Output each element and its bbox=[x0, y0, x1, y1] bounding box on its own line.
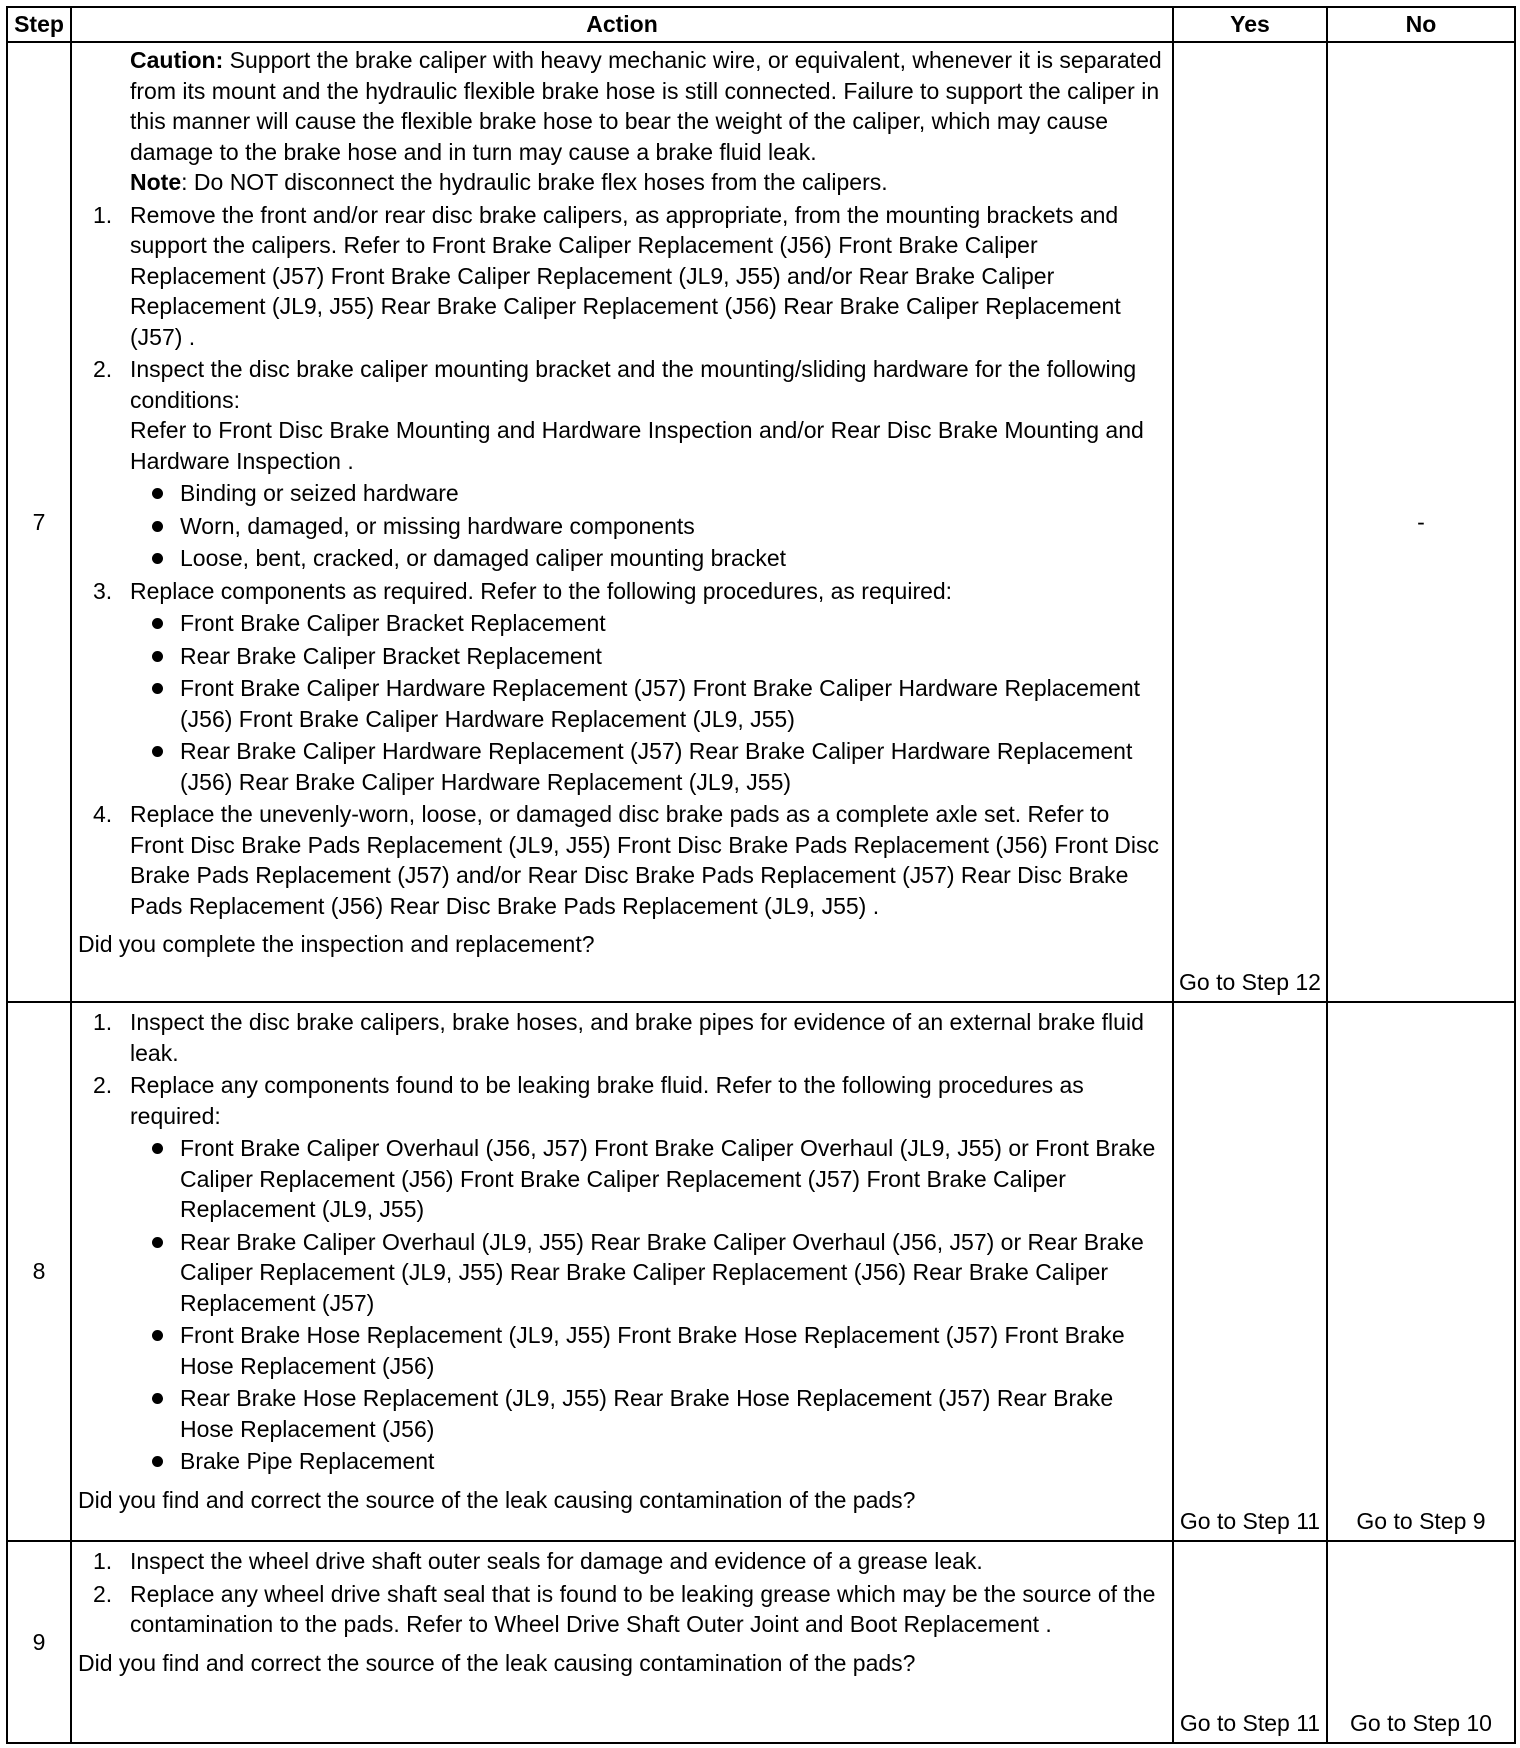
table-row bbox=[7, 1002, 1515, 1541]
yes-cell bbox=[1173, 1541, 1327, 1743]
bullet-icon bbox=[152, 1237, 163, 1248]
bullet-icon bbox=[152, 1456, 163, 1467]
bullet-item: Rear Brake Hose Replacement (JL9, J55) Rear Brake Hose Replacement (J57) Rear Brake Hose Replacement (J56) bbox=[78, 1383, 1168, 1444]
bullet-item: Binding or seized hardware bbox=[78, 478, 1168, 509]
list-item: 1. Inspect the wheel drive shaft outer seals for damage and evidence of a grease leak. bbox=[93, 1548, 983, 1575]
bullet-icon bbox=[152, 1393, 163, 1404]
header-action: Action bbox=[71, 7, 1173, 42]
yes-link[interactable]: Go to Step 11 bbox=[1179, 1709, 1321, 1736]
no-link[interactable]: Go to Step 10 bbox=[1350, 1709, 1492, 1736]
bullet-icon bbox=[152, 553, 163, 564]
header-no: No bbox=[1327, 7, 1515, 42]
bullet-item: Front Brake Caliper Overhaul (J56, J57) Front Brake Caliper Overhaul (JL9, J55) or Front Brake Caliper Replacement (J56) Front Brake Caliper Replacement (J57) Front Brake Caliper Replacement (JL9, J55) bbox=[78, 1133, 1168, 1225]
action-cell bbox=[71, 42, 1173, 1002]
question-text: Did you find and correct the source of the leak causing contamination of the pads? bbox=[78, 1486, 916, 1513]
bullet-item: Rear Brake Caliper Overhaul (JL9, J55) Rear Brake Caliper Overhaul (J56, J57) or Rear Brake Caliper Replacement (JL9, J55) Rear Brake Caliper Replacement (J56) Rear Brake Caliper Replacement (J57) bbox=[78, 1227, 1168, 1319]
diagnostic-table bbox=[6, 6, 1516, 1744]
bullet-item: Rear Brake Caliper Bracket Replacement bbox=[78, 641, 1168, 672]
no-cell bbox=[1327, 1541, 1515, 1743]
step-number: 8 bbox=[7, 1002, 71, 1541]
yes-link[interactable]: Go to Step 12 bbox=[1179, 968, 1321, 995]
action-cell bbox=[71, 1002, 1173, 1541]
list-item: 3. Replace components as required. Refer to the following procedures, as required: bbox=[93, 577, 953, 604]
caution-label: Caution: bbox=[130, 47, 224, 73]
no-link: - bbox=[1417, 508, 1425, 535]
bullet-item: Brake Pipe Replacement bbox=[78, 1446, 1168, 1477]
bullet-item: Worn, damaged, or missing hardware components bbox=[78, 511, 1168, 542]
list-item: 4. Replace the unevenly-worn, loose, or damaged disc brake pads as a complete axle set. Refer to Front Disc Brake Pads Replacement (JL9, J55) Front Disc Brake Pads Replacement (J56) Front Disc Brake Pads Replacement (J57) and/or Rear Disc Brake Pads Replacement (J57) Rear Disc Brake Pads Replacement (J56) Rear Disc Brake Pads Replacement (JL9, J55) . bbox=[93, 801, 1159, 919]
bullet-icon bbox=[152, 488, 163, 499]
bullet-item: Front Brake Caliper Hardware Replacement (J57) Front Brake Caliper Hardware Replacement (J56) Front Brake Caliper Hardware Replacement (JL9, J55) bbox=[78, 673, 1168, 734]
list-item: 2. Inspect the disc brake caliper mounting bracket and the mounting/sliding hardware for the following conditions: Refer to Front Disc Brake Mounting and Hardware Inspection and/or Rear Disc Brake Mounting and Hardware Inspection . bbox=[93, 356, 1144, 474]
bullet-icon bbox=[152, 1143, 163, 1154]
note-text: : Do NOT disconnect the hydraulic brake flex hoses from the calipers. bbox=[181, 169, 888, 195]
no-cell bbox=[1327, 42, 1515, 1002]
list-item: 1. Remove the front and/or rear disc brake calipers, as appropriate, from the mounting brackets and support the calipers. Refer to Front Brake Caliper Replacement (J56) Front Brake Caliper Replacement (J57) Front Brake Caliper Replacement (JL9, J55) and/or Rear Brake Caliper Replacement (JL9, J55) Rear Brake Caliper Replacement (J56) Rear Brake Caliper Replacement (J57) . bbox=[93, 201, 1121, 350]
list-item: 1. Inspect the disc brake calipers, brake hoses, and brake pipes for evidence of an external brake fluid leak. bbox=[93, 1009, 1144, 1066]
note-label: Note bbox=[130, 169, 182, 195]
step-number: 7 bbox=[7, 42, 71, 1002]
list-item: 2. Replace any components found to be leaking brake fluid. Refer to the following procedures as required: bbox=[93, 1072, 1084, 1129]
caution-text: Support the brake caliper with heavy mechanic wire, or equivalent, whenever it is separated from its mount and the hydraulic flexible brake hose is still connected. Failure to support the caliper in this manner will cause the flexible brake hose to bear the weight of the caliper, which may cause damage to the brake hose and in turn may cause a brake fluid leak. bbox=[130, 47, 1162, 165]
bullet-item: Loose, bent, cracked, or damaged caliper mounting bracket bbox=[78, 543, 1168, 574]
caution-paragraph bbox=[78, 45, 1168, 167]
bullet-icon bbox=[152, 1330, 163, 1341]
list-item: 2. Replace any wheel drive shaft seal that is found to be leaking grease which may be the source of the contamination to the pads. Refer to Wheel Drive Shaft Outer Joint and Boot Replacement . bbox=[93, 1580, 1156, 1638]
yes-cell bbox=[1173, 1002, 1327, 1541]
bullet-item: Front Brake Caliper Bracket Replacement bbox=[78, 608, 1168, 639]
bullet-item: Rear Brake Caliper Hardware Replacement (J57) Rear Brake Caliper Hardware Replacement (J56) Rear Brake Caliper Hardware Replacement (JL9, J55) bbox=[78, 736, 1168, 797]
bullet-icon bbox=[152, 683, 163, 694]
table-row bbox=[7, 42, 1515, 1002]
table-row bbox=[7, 1541, 1515, 1743]
yes-cell bbox=[1173, 42, 1327, 1002]
no-cell bbox=[1327, 1002, 1515, 1541]
bullet-item: Front Brake Hose Replacement (JL9, J55) Front Brake Hose Replacement (J57) Front Brake Hose Replacement (J56) bbox=[78, 1320, 1168, 1381]
question-text: Did you find and correct the source of the leak causing contamination of the pads? bbox=[78, 1649, 916, 1676]
no-link[interactable]: Go to Step 9 bbox=[1356, 1507, 1486, 1534]
action-cell bbox=[71, 1541, 1173, 1743]
bullet-icon bbox=[152, 521, 163, 532]
question-text: Did you complete the inspection and replacement? bbox=[78, 931, 595, 957]
header-step: Step bbox=[7, 7, 71, 42]
bullet-icon bbox=[152, 746, 163, 757]
yes-link[interactable]: Go to Step 11 bbox=[1179, 1507, 1321, 1534]
step-number: 9 bbox=[7, 1541, 71, 1743]
bullet-icon bbox=[152, 651, 163, 662]
header-row bbox=[7, 7, 1515, 42]
header-yes: Yes bbox=[1173, 7, 1327, 42]
note-paragraph bbox=[78, 167, 1168, 198]
bullet-icon bbox=[152, 618, 163, 629]
